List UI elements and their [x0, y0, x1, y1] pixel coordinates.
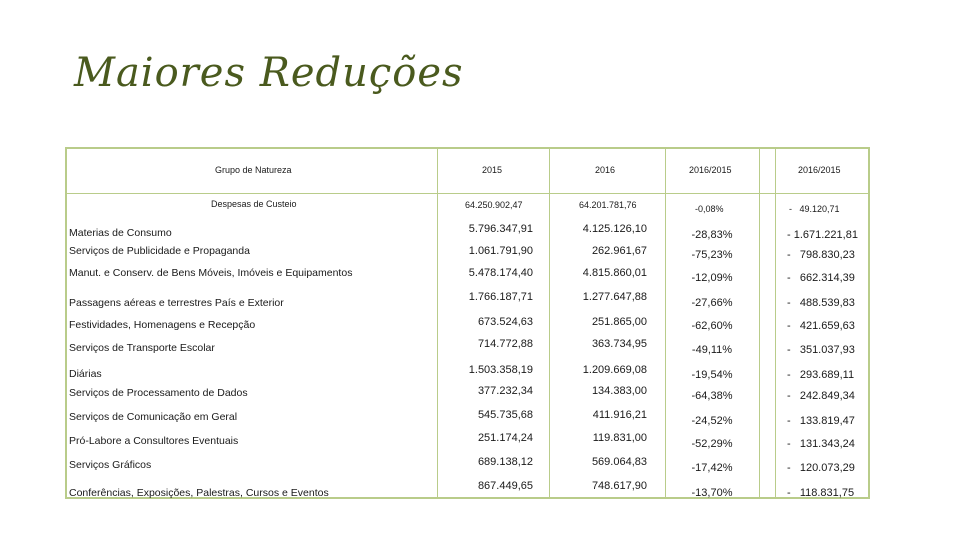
row-pct-change: -24,52%	[691, 415, 733, 427]
header-2016: 2016	[595, 165, 616, 175]
column-divider	[775, 149, 776, 497]
row-value-2015: 545.735,68	[477, 409, 533, 421]
row-value-2015: 251.174,24	[477, 432, 533, 444]
row-label: Serviços de Processamento de Dados	[69, 387, 248, 399]
header-grupo-natureza: Grupo de Natureza	[215, 165, 292, 175]
header-pct-2016-2015: 2016/2015	[689, 165, 732, 175]
row-value-2016: 411.916,21	[592, 409, 647, 421]
row-label: Passagens aéreas e terrestres País e Exterior	[69, 297, 284, 309]
row-diff-value: - 293.689,11	[787, 369, 855, 381]
row-diff-value: - 488.539,83	[787, 297, 855, 309]
row-pct-change: -27,66%	[691, 297, 733, 309]
row-value-2016: 4.125.126,10	[582, 223, 647, 235]
row-diff-value: - 1.671.221,81	[787, 229, 858, 241]
row-pct-change: -13,70%	[691, 487, 733, 499]
row-value-2015: 689.138,12	[477, 456, 533, 468]
row-diff-value: - 351.037,93	[787, 344, 855, 356]
row-label: Conferências, Exposições, Palestras, Cursos e Eventos	[69, 487, 329, 499]
row-value-2016: 251.865,00	[591, 316, 647, 328]
row-pct-change: -52,29%	[691, 438, 733, 450]
row-value-2015: 1.061.791,90	[468, 245, 533, 257]
row-pct-change: -62,60%	[691, 320, 733, 332]
row-diff-value: - 798.830,23	[787, 249, 855, 261]
row-label: Festividades, Homenagens e Recepção	[69, 319, 256, 331]
row-pct-change: -64,38%	[691, 390, 733, 402]
reductions-table	[65, 147, 870, 499]
row-value-2016: 363.734,95	[591, 338, 647, 350]
row-value-2015: 1.503.358,19	[468, 364, 533, 376]
row-pct-change: -17,42%	[691, 462, 733, 474]
row-value-2016: 748.617,90	[591, 480, 647, 492]
row-pct-change: -75,23%	[691, 249, 733, 261]
row-diff-value: - 120.073,29	[787, 462, 855, 474]
row-label: Serviços de Comunicação em Geral	[69, 411, 238, 423]
row-diff-value: - 131.343,24	[787, 438, 855, 450]
row-value-2015: 5.796.347,91	[468, 223, 533, 235]
row-value-2016: 1.209.669,08	[582, 364, 647, 376]
row-label: Serviços de Publicidade e Propaganda	[69, 245, 250, 257]
total-2015: 64.250.902,47	[465, 200, 523, 210]
total-diff: - 49.120,71	[789, 204, 840, 214]
row-label: Serviços Gráficos	[69, 459, 152, 471]
header-2015: 2015	[482, 165, 503, 175]
row-diff-value: - 118.831,75	[787, 487, 855, 499]
row-value-2015: 673.524,63	[477, 316, 533, 328]
total-2016: 64.201.781,76	[579, 200, 637, 210]
row-pct-change: -49,11%	[691, 344, 733, 356]
row-label: Diárias	[69, 368, 102, 380]
row-diff-value: - 662.314,39	[787, 272, 855, 284]
row-pct-change: -12,09%	[691, 272, 733, 284]
total-label: Despesas de Custeio	[211, 199, 297, 209]
row-label: Manut. e Conserv. de Bens Móveis, Imóveis e Equipamentos	[69, 267, 353, 279]
row-value-2015: 1.766.187,71	[468, 291, 533, 303]
row-value-2015: 5.478.174,40	[468, 267, 533, 279]
row-value-2015: 714.772,88	[477, 338, 533, 350]
row-label: Serviços de Transporte Escolar	[69, 342, 215, 354]
row-value-2016: 4.815.860,01	[582, 267, 647, 279]
row-diff-value: - 242.849,34	[787, 390, 855, 402]
row-label: Pró-Labore a Consultores Eventuais	[69, 435, 239, 447]
row-value-2016: 134.383,00	[591, 385, 647, 397]
row-diff-value: - 421.659,63	[787, 320, 855, 332]
row-value-2016: 1.277.647,88	[582, 291, 647, 303]
page-title: Maiores Reduções	[74, 50, 464, 96]
column-divider	[759, 149, 760, 497]
header-diff-2016-2015: 2016/2015	[798, 165, 841, 175]
row-pct-change: -28,83%	[691, 229, 733, 241]
total-pct: -0,08%	[695, 204, 724, 214]
row-diff-value: - 133.819,47	[787, 415, 855, 427]
row-value-2016: 119.831,00	[592, 432, 647, 444]
row-value-2016: 262.961,67	[591, 245, 647, 257]
header-divider	[67, 193, 868, 194]
row-pct-change: -19,54%	[691, 369, 733, 381]
row-value-2015: 377.232,34	[477, 385, 533, 397]
row-value-2016: 569.064,83	[591, 456, 647, 468]
row-label: Materias de Consumo	[69, 227, 172, 239]
row-value-2015: 867.449,65	[477, 480, 533, 492]
